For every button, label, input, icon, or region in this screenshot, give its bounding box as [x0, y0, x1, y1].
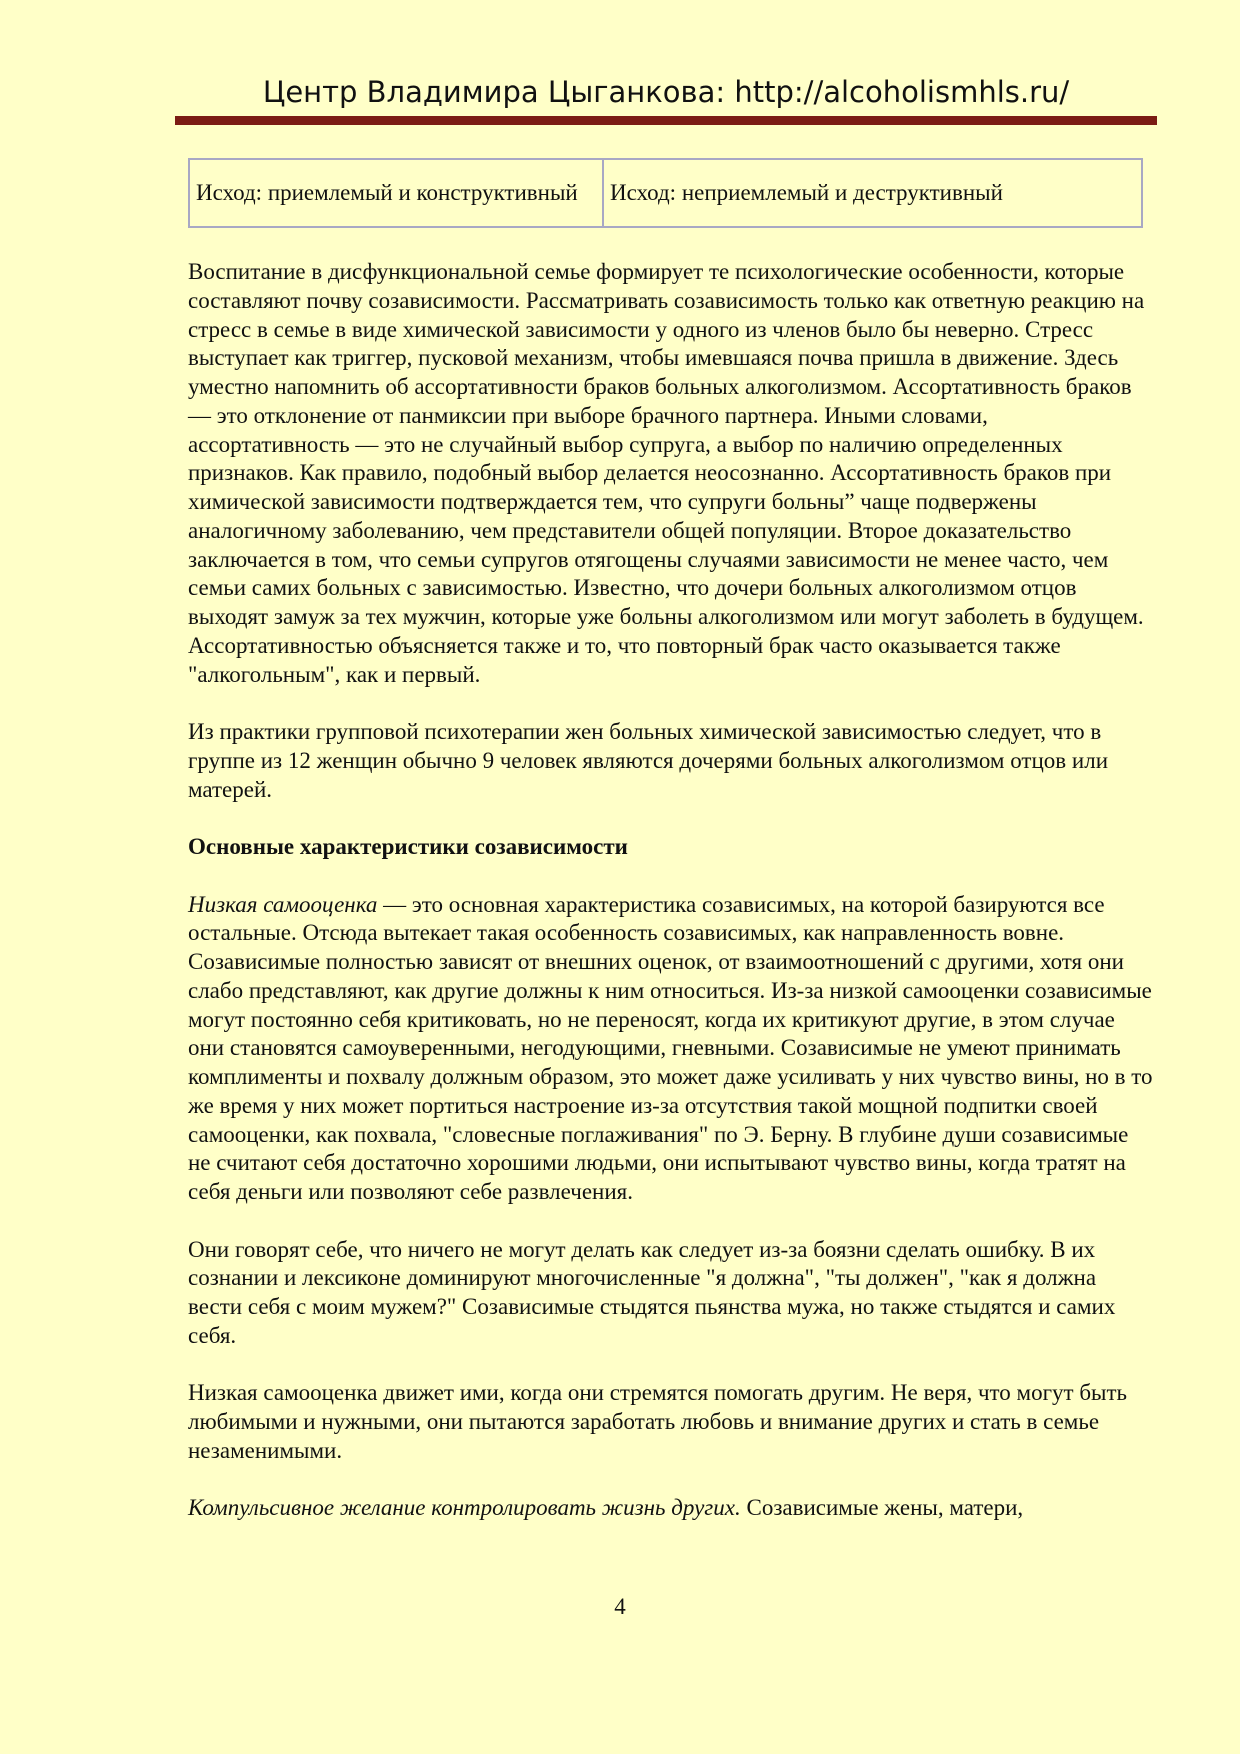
table-cell-acceptable: Исход: приемлемый и конструктивный: [189, 159, 603, 227]
table-row: [189, 159, 1142, 227]
paragraph-self-talk: Они говорят себе, что ничего не могут делать как следует из-за боязни сделать ошибку. В их сознании и лексиконе доминируют многочисленные "я должна", "ты должен", "как я должна вести себя с моим мужем?" Созависимые стыдятся пьянства мужа, но также стыдятся и самих себя.: [188, 1236, 1116, 1348]
document-body: [188, 258, 1153, 1552]
page-header-title: Центр Владимира Цыганкова: http://alcoholismhls.ru/: [262, 75, 1070, 109]
paragraph-assortativity: Воспитание в дисфункциональной семье формирует те психологические особенности, которые составляют почву созависимости. Рассматривать созависимость только как ответную реакцию на стресс в семье в виде химической зависимости у одного из членов было бы неверно. Стресс выступает как триггер, пусковой механизм, чтобы имевшаяся почва пришла в движение. Здесь уместно напомнить об ассортативности браков больных алкоголизмом. Ассортативность браков — это отклонение от панмиксии при выборе брачного партнера. Иными словами, ассортативность — это не случайный выбор супруга, а выбор по наличию определенных признаков. Как правило, подобный выбор делается неосознанно. Ассортативность браков при химической зависимости подтверждается тем, что супруги больны” чаще подвержены аналогичному заболеванию, чем представители общей популяции. Второе доказательство заключается в том, что семьи супругов отягощены случаями зависимости не менее часто, чем семьи самих больных с зависимостью. Известно, что дочери больных алкоголизмом отцов выходят замуж за тех мужчин, которые уже больны алкоголизмом или могут заболеть в будущем. Ассортативностью объясняется также и то, что повторный брак часто оказывается также "алкогольным", как и первый.: [188, 259, 1145, 687]
paragraph-low-self-esteem: [188, 891, 1153, 1207]
paragraph-text: — это основная характеристика созависимых, на которой базируются все остальные. Отсюда вытекает такая особенность созависимых, как направленность вовне. Созависимые полностью зависят от внешних оценок, от взаимоотношений с другими, хотя они слабо представляют, как другие должны к ним относиться. Из-за низкой самооценки созависимые могут постоянно себя критиковать, но не переносят, когда их критикуют другие, в этом случае они становятся самоуверенными, негодующими, гневными. Созависимые не умеют принимать комплименты и похвалу должным образом, это может даже усиливать у них чувство вины, но в то же время у них может портиться настроение из-за отсутствия такой мощной подпитки своей самооценки, как похвала, "словесные поглаживания" по Э. Берну. В глубине души созависимые не считают себя достаточно хорошими людьми, они испытывают чувство вины, когда тратят на себя деньги или позволяют себе развлечения.: [188, 891, 1153, 1204]
paragraph-helping-others: Низкая самооценка движет ими, когда они стремятся помогать другим. Не веря, что могут быть любимыми и нужными, они пытаются заработать любовь и внимание других и стать в семье незаменимыми.: [188, 1380, 1128, 1463]
paragraph-control: [188, 1494, 1153, 1523]
outcome-table: [188, 158, 1143, 228]
header-divider: [175, 116, 1157, 125]
paragraph-text: Созависимые жены, матери,: [740, 1495, 1024, 1521]
table-cell-unacceptable: Исход: неприемлемый и деструктивный: [603, 159, 1142, 227]
page-number: 4: [614, 1594, 626, 1619]
section-heading: Основные характеристики созависимости: [188, 834, 628, 859]
term-low-self-esteem: Низкая самооценка: [188, 891, 378, 917]
term-compulsive-control: Компульсивное желание контролировать жизнь других.: [188, 1495, 741, 1521]
paragraph-group-therapy: Из практики групповой психотерапии жен больных химической зависимостью следует, что в группе из 12 женщин обычно 9 человек являются дочерями больных алкоголизмом отцов или матерей.: [188, 719, 1108, 802]
